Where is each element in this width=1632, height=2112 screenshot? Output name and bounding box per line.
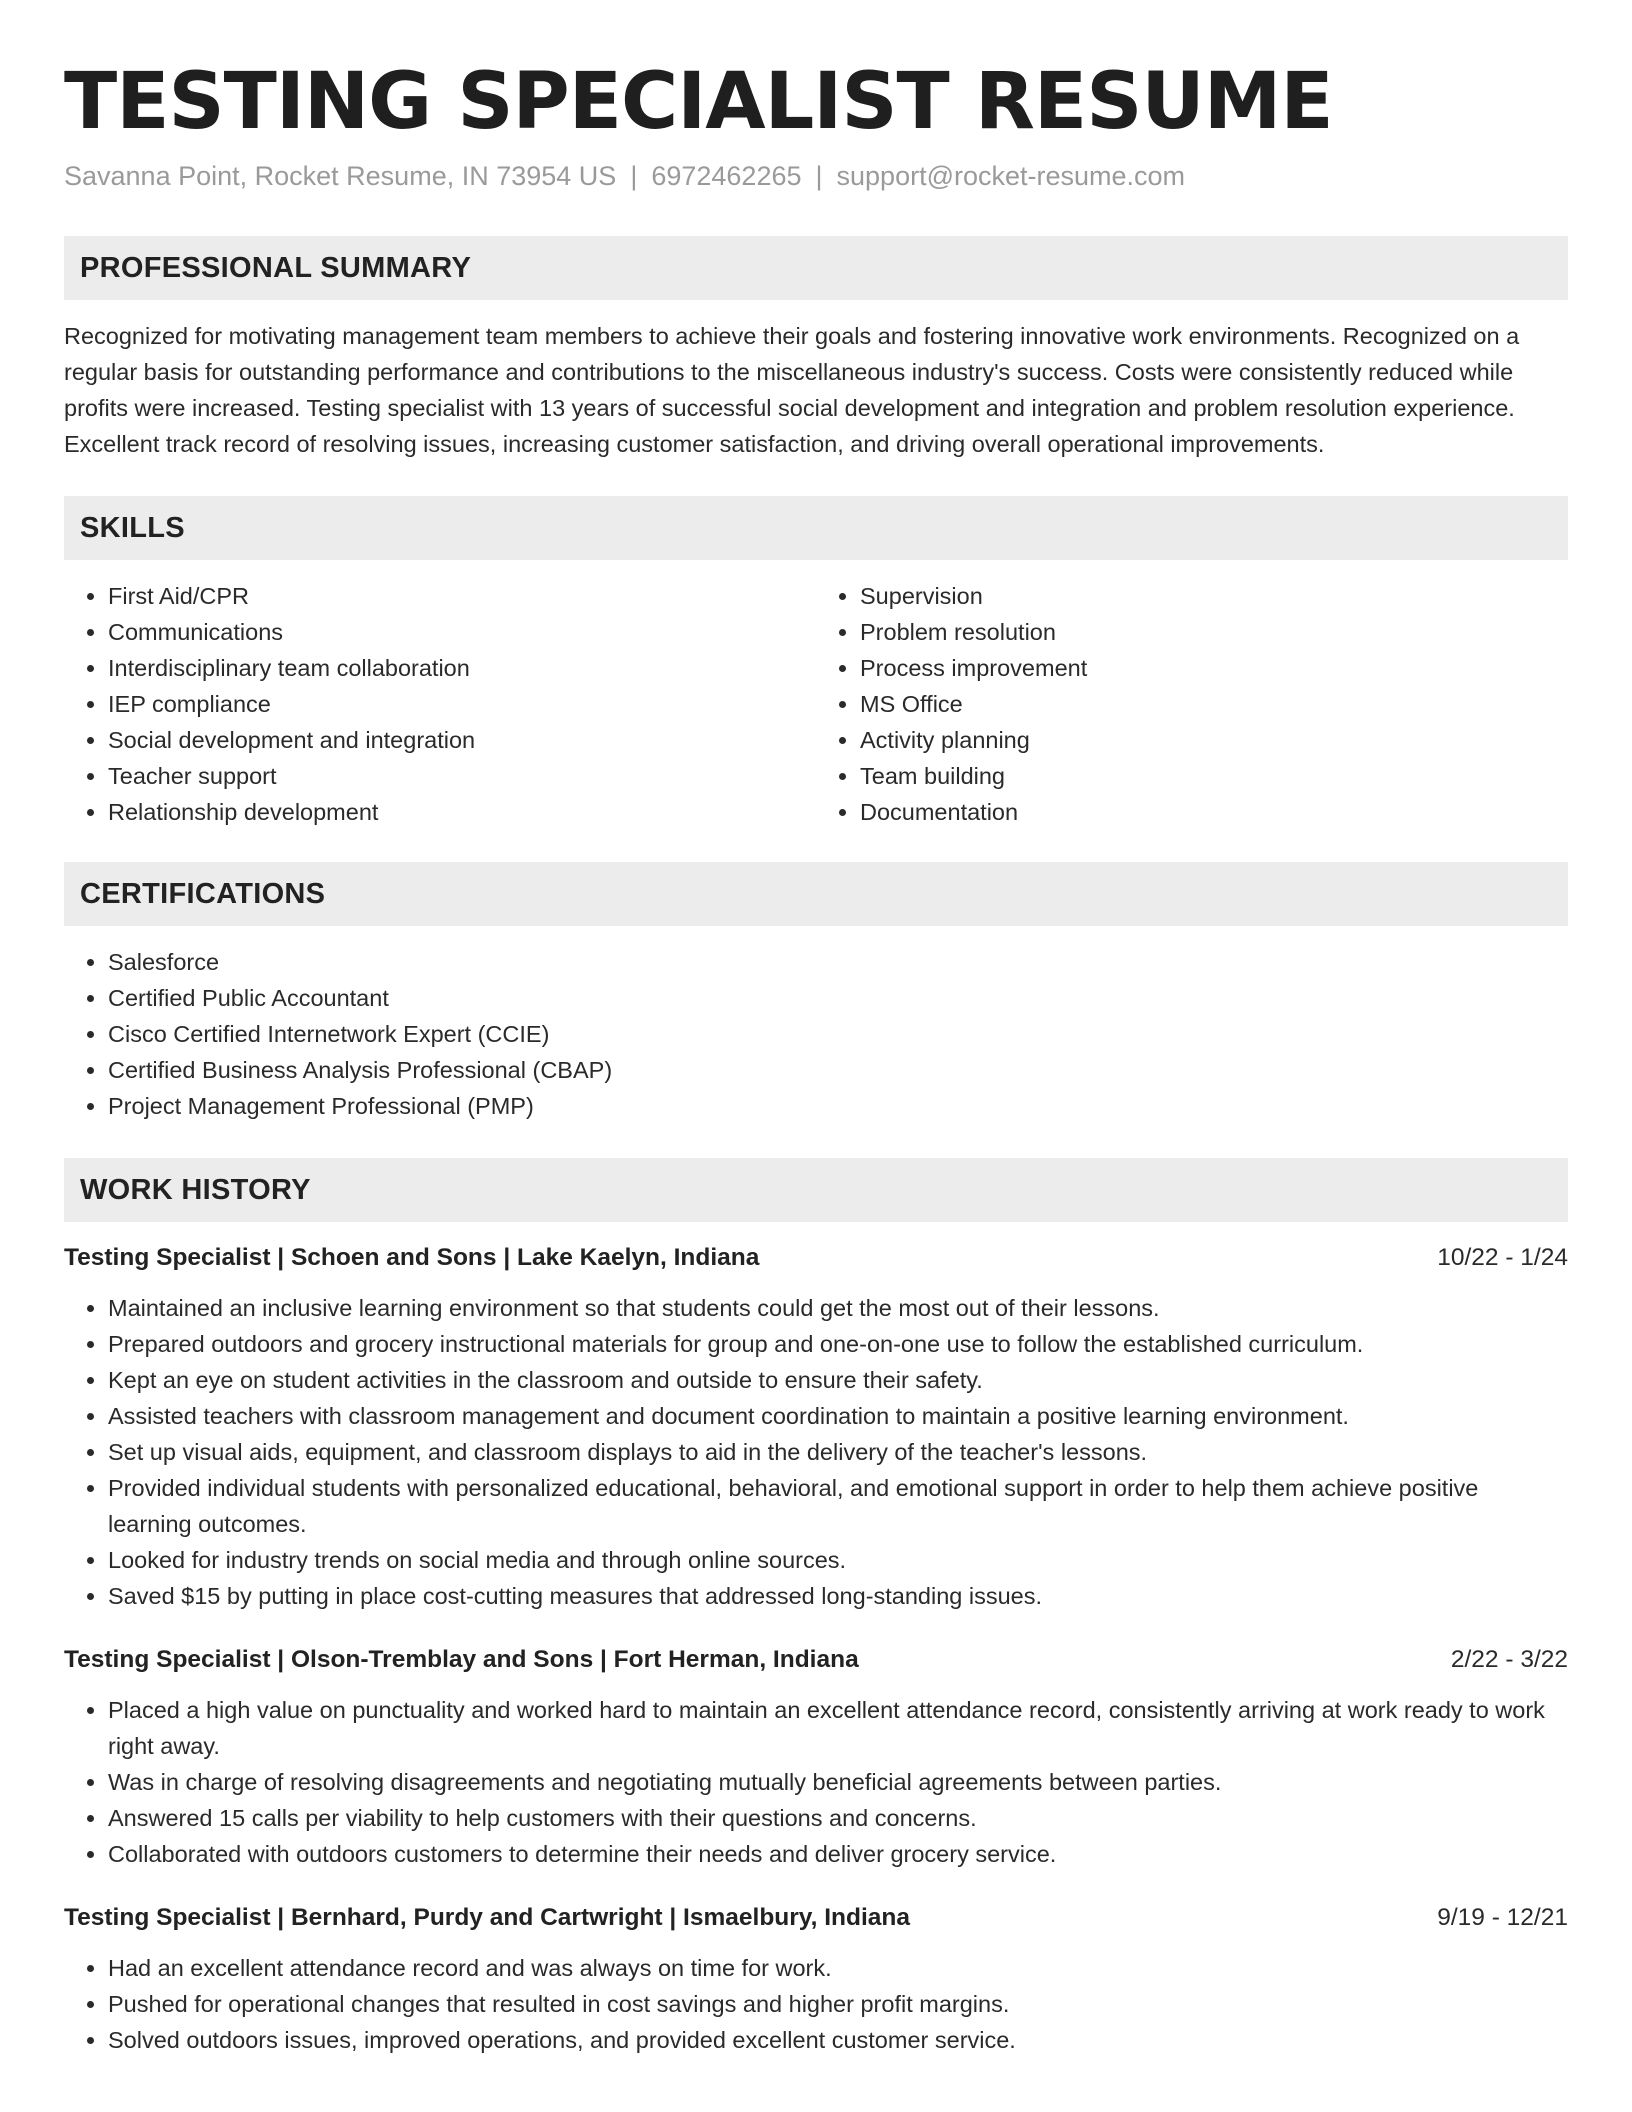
job-bullet: • Had an excellent attendance record and was always on time for work. xyxy=(108,1950,1568,1986)
contact-address: Savanna Point, Rocket Resume, IN 73954 US xyxy=(64,161,617,191)
resume-page xyxy=(64,0,1568,2058)
certifications-section xyxy=(64,862,1568,1124)
job-bullets xyxy=(64,1290,1568,1614)
contact-phone: 6972462265 xyxy=(651,161,802,191)
job-entry xyxy=(64,1900,1568,2058)
skills-section xyxy=(64,496,1568,830)
job-bullet: • Kept an eye on student activities in the classroom and outside to ensure their safety. xyxy=(108,1362,1568,1398)
contact-separator: | xyxy=(815,161,823,191)
job-bullet: • Saved $15 by putting in place cost-cutting measures that addressed long-standing issues. xyxy=(108,1578,1568,1614)
job-bullet: • Solved outdoors issues, improved operations, and provided excellent customer service. xyxy=(108,2022,1568,2058)
job-dates: 9/19 - 12/21 xyxy=(1437,1904,1568,1931)
certification-item: • Project Management Professional (PMP) xyxy=(108,1088,1568,1124)
job-bullet: • Collaborated with outdoors customers to determine their needs and deliver grocery service. xyxy=(108,1836,1568,1872)
contact-line xyxy=(64,158,1568,194)
job-bullet: • Maintained an inclusive learning environment so that students could get the most out of their lessons. xyxy=(108,1290,1568,1326)
job-dates: 10/22 - 1/24 xyxy=(1437,1244,1568,1271)
skill-item: • Process improvement xyxy=(860,650,1568,686)
work-history-section xyxy=(64,1158,1568,2058)
skill-item: • Activity planning xyxy=(860,722,1568,758)
job-bullet: • Answered 15 calls per viability to help customers with their questions and concerns. xyxy=(108,1800,1568,1836)
professional-summary-section xyxy=(64,236,1568,462)
skill-item: • Supervision xyxy=(860,578,1568,614)
job-title: Testing Specialist | Schoen and Sons | Lake Kaelyn, Indiana xyxy=(64,1244,760,1271)
job-header xyxy=(64,1642,1568,1678)
job-bullet: • Was in charge of resolving disagreements and negotiating mutually beneficial agreements between parties. xyxy=(108,1764,1568,1800)
job-header xyxy=(64,1900,1568,1936)
job-dates: 2/22 - 3/22 xyxy=(1450,1646,1568,1673)
certification-item: • Salesforce xyxy=(108,944,1568,980)
certifications-list xyxy=(64,944,1568,1124)
section-heading-work-history: WORK HISTORY xyxy=(64,1158,1568,1222)
job-bullet: • Assisted teachers with classroom management and document coordination to maintain a positive learning environment. xyxy=(108,1398,1568,1434)
job-entry xyxy=(64,1240,1568,1614)
job-title: Testing Specialist | Bernhard, Purdy and Cartwright | Ismaelbury, Indiana xyxy=(64,1904,910,1931)
skill-item: • Relationship development xyxy=(108,794,816,830)
skills-columns xyxy=(64,560,1568,830)
certification-item: • Cisco Certified Internetwork Expert (CCIE) xyxy=(108,1016,1568,1052)
skill-item: • Communications xyxy=(108,614,816,650)
contact-separator: | xyxy=(630,161,638,191)
contact-email: support@rocket-resume.com xyxy=(836,161,1186,191)
job-bullet: • Looked for industry trends on social media and through online sources. xyxy=(108,1542,1568,1578)
section-heading-certifications: CERTIFICATIONS xyxy=(64,862,1568,926)
job-bullet: • Set up visual aids, equipment, and classroom displays to aid in the delivery of the teacher's lessons. xyxy=(108,1434,1568,1470)
job-bullet: • Placed a high value on punctuality and worked hard to maintain an excellent attendance record, consistently arriving at work ready to work right away. xyxy=(108,1692,1568,1764)
certification-item: • Certified Business Analysis Professional (CBAP) xyxy=(108,1052,1568,1088)
skill-item: • Social development and integration xyxy=(108,722,816,758)
skill-item: • Team building xyxy=(860,758,1568,794)
job-bullet: • Pushed for operational changes that resulted in cost savings and higher profit margins. xyxy=(108,1986,1568,2022)
summary-text: Recognized for motivating management team members to achieve their goals and fostering innovative work environments. Recognized on a regular basis for outstanding performance and contributions to the miscellaneous industry's success. Costs were consistently reduced while profits were increased. Testing specialist with 13 years of successful social development and integration and problem resolution experience. Excellent track record of resolving issues, increasing customer satisfaction, and driving overall operational improvements. xyxy=(64,323,1520,457)
skills-list-left xyxy=(64,578,816,830)
job-bullets xyxy=(64,1950,1568,2058)
job-bullet: • Prepared outdoors and grocery instructional materials for group and one-on-one use to follow the established curriculum. xyxy=(108,1326,1568,1362)
job-title: Testing Specialist | Olson-Tremblay and Sons | Fort Herman, Indiana xyxy=(64,1646,859,1673)
skill-item: • Documentation xyxy=(860,794,1568,830)
skill-item: • First Aid/CPR xyxy=(108,578,816,614)
skill-item: • Problem resolution xyxy=(860,614,1568,650)
job-bullets xyxy=(64,1692,1568,1872)
skill-item: • IEP compliance xyxy=(108,686,816,722)
skill-item: • Teacher support xyxy=(108,758,816,794)
resume-title: TESTING SPECIALIST RESUME xyxy=(64,57,1333,147)
skill-item: • Interdisciplinary team collaboration xyxy=(108,650,816,686)
job-bullet: • Provided individual students with personalized educational, behavioral, and emotional support in order to help them achieve positive learning outcomes. xyxy=(108,1470,1568,1542)
skill-item: • MS Office xyxy=(860,686,1568,722)
certification-item: • Certified Public Accountant xyxy=(108,980,1568,1016)
section-heading-skills: SKILLS xyxy=(64,496,1568,560)
section-heading-summary: PROFESSIONAL SUMMARY xyxy=(64,236,1568,300)
job-entry xyxy=(64,1642,1568,1872)
skills-list-right xyxy=(816,578,1568,830)
job-header xyxy=(64,1240,1568,1276)
